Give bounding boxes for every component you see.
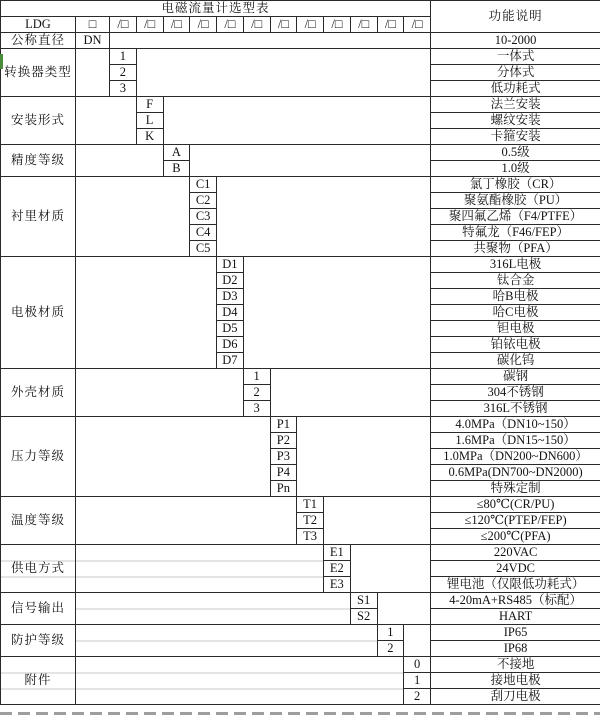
model-code-slot-4: /□ xyxy=(190,17,217,33)
desc-electrode-material-D6: 铂铱电极 xyxy=(431,337,600,353)
group-label-nominal-diameter: 公称直径 xyxy=(1,33,76,49)
desc-protection-rating-1: IP65 xyxy=(431,625,600,641)
desc-housing-material-1: 碳钢 xyxy=(431,369,600,385)
group-label-installation-type: 安装形式 xyxy=(1,97,76,145)
code-accessories-0: 0 xyxy=(404,657,431,673)
table-row xyxy=(1,593,600,609)
code-power-supply-E3: E3 xyxy=(324,577,351,593)
code-protection-rating-2: 2 xyxy=(377,641,404,657)
spacer-right xyxy=(163,97,431,145)
desc-liner-material-C5: 共聚物（PFA） xyxy=(431,241,600,257)
table-row xyxy=(1,33,600,49)
table-row xyxy=(1,497,600,513)
model-code-slot-11: /□ xyxy=(377,17,404,33)
table-row xyxy=(1,177,600,193)
desc-converter-type-1: 一体式 xyxy=(431,49,600,65)
desc-electrode-material-D7: 碳化钨 xyxy=(431,353,600,369)
group-label-pressure-rating: 压力等级 xyxy=(1,417,76,497)
table-body xyxy=(1,33,600,705)
desc-installation-type-F: 法兰安装 xyxy=(431,97,600,113)
table-row xyxy=(1,369,600,385)
group-label-electrode-material: 电极材质 xyxy=(1,257,76,369)
group-label-housing-material: 外壳材质 xyxy=(1,369,76,417)
spacer-right xyxy=(217,177,431,257)
group-label-accessories: 附件 xyxy=(1,657,76,705)
desc-power-supply-E2: 24VDC xyxy=(431,561,600,577)
code-housing-material-2: 2 xyxy=(243,385,270,401)
table-row xyxy=(1,145,600,161)
code-electrode-material-D4: D4 xyxy=(217,305,244,321)
code-temperature-rating-T3: T3 xyxy=(297,529,324,545)
desc-temperature-rating-T3: ≤200℃(PFA) xyxy=(431,529,600,545)
code-converter-type-2: 2 xyxy=(110,65,137,81)
group-label-converter-type: 转换器类型 xyxy=(1,49,76,97)
code-accuracy-class-A: A xyxy=(163,145,190,161)
table-row xyxy=(1,417,600,433)
desc-converter-type-2: 分体式 xyxy=(431,65,600,81)
spacer-left xyxy=(76,657,404,705)
code-pressure-rating-P1: P1 xyxy=(270,417,297,433)
desc-protection-rating-2: IP68 xyxy=(431,641,600,657)
spacer-right xyxy=(404,625,431,657)
desc-pressure-rating-Pn: 特殊定制 xyxy=(431,481,600,497)
table-row xyxy=(1,625,600,641)
spacer-left xyxy=(76,593,351,625)
spacer-left xyxy=(76,625,378,657)
code-housing-material-1: 1 xyxy=(243,369,270,385)
desc-liner-material-C2: 聚氨酯橡胶（PU） xyxy=(431,193,600,209)
code-accessories-1: 1 xyxy=(404,673,431,689)
code-pressure-rating-Pn: Pn xyxy=(270,481,297,497)
spacer-right xyxy=(243,257,430,369)
model-code-slot-2: /□ xyxy=(136,17,163,33)
desc-housing-material-3: 316L不锈钢 xyxy=(431,401,600,417)
model-code-slot-6: /□ xyxy=(243,17,270,33)
spacer-left xyxy=(76,97,137,145)
desc-pressure-rating-P1: 4.0MPa（DN10~150） xyxy=(431,417,600,433)
left-edge-artifact xyxy=(0,54,3,69)
group-label-protection-rating: 防护等级 xyxy=(1,625,76,657)
desc-nominal-diameter-DN: 10-2000 xyxy=(431,33,600,49)
desc-electrode-material-D2: 钛合金 xyxy=(431,273,600,289)
group-label-signal-output: 信号输出 xyxy=(1,593,76,625)
table-row xyxy=(1,257,600,273)
code-protection-rating-1: 1 xyxy=(377,625,404,641)
model-code-slot-10: /□ xyxy=(350,17,377,33)
desc-accessories-1: 接地电极 xyxy=(431,673,600,689)
table-title: 电磁流量计选型表 xyxy=(1,1,431,17)
code-converter-type-3: 3 xyxy=(110,81,137,97)
spacer-right xyxy=(324,497,431,545)
table-row xyxy=(1,545,600,561)
desc-electrode-material-D3: 哈B电极 xyxy=(431,289,600,305)
desc-signal-output-S1: 4-20mA+RS485（标配） xyxy=(431,593,600,609)
desc-pressure-rating-P3: 1.0MPa（DN200~DN600） xyxy=(431,449,600,465)
table-row xyxy=(1,49,600,65)
code-liner-material-C4: C4 xyxy=(190,225,217,241)
desc-installation-type-L: 螺纹安装 xyxy=(431,113,600,129)
spacer-left xyxy=(76,417,271,497)
group-label-accuracy-class: 精度等级 xyxy=(1,145,76,177)
spacer-left xyxy=(76,257,217,369)
model-code-slot-7: /□ xyxy=(270,17,297,33)
spacer-left xyxy=(76,49,110,97)
group-label-temperature-rating: 温度等级 xyxy=(1,497,76,545)
group-label-liner-material: 衬里材质 xyxy=(1,177,76,257)
code-housing-material-3: 3 xyxy=(243,401,270,417)
spacer-left xyxy=(76,145,164,177)
desc-electrode-material-D4: 哈C电极 xyxy=(431,305,600,321)
model-prefix: LDG xyxy=(1,17,76,33)
spacer-right xyxy=(136,49,430,97)
model-code-slot-1: /□ xyxy=(110,17,137,33)
model-code-slot-8: /□ xyxy=(297,17,324,33)
desc-temperature-rating-T1: ≤80℃(CR/PU) xyxy=(431,497,600,513)
code-electrode-material-D5: D5 xyxy=(217,321,244,337)
table-row xyxy=(1,657,600,673)
model-code-slot-12: /□ xyxy=(404,17,431,33)
desc-power-supply-E1: 220VAC xyxy=(431,545,600,561)
desc-accuracy-class-B: 1.0级 xyxy=(431,161,600,177)
desc-power-supply-E3: 锂电池（仅限低功耗式） xyxy=(431,577,600,593)
desc-electrode-material-D1: 316L电极 xyxy=(431,257,600,273)
code-liner-material-C1: C1 xyxy=(190,177,217,193)
code-liner-material-C2: C2 xyxy=(190,193,217,209)
desc-installation-type-K: 卡箍安装 xyxy=(431,129,600,145)
function-column-header: 功能说明 xyxy=(431,1,600,33)
spacer-left xyxy=(76,369,244,417)
desc-signal-output-S2: HART xyxy=(431,609,600,625)
code-electrode-material-D1: D1 xyxy=(217,257,244,273)
code-installation-type-F: F xyxy=(136,97,163,113)
spacer-right xyxy=(377,593,431,625)
desc-liner-material-C4: 特氟龙（F46/FEP） xyxy=(431,225,600,241)
code-installation-type-K: K xyxy=(136,129,163,145)
code-electrode-material-D3: D3 xyxy=(217,289,244,305)
spacer-left xyxy=(76,177,190,257)
desc-temperature-rating-T2: ≤120℃(PTEP/FEP) xyxy=(431,513,600,529)
desc-pressure-rating-P2: 1.6MPa（DN15~150） xyxy=(431,433,600,449)
code-liner-material-C3: C3 xyxy=(190,209,217,225)
code-signal-output-S1: S1 xyxy=(350,593,377,609)
spacer-right xyxy=(297,417,431,497)
code-power-supply-E2: E2 xyxy=(324,561,351,577)
model-code-box: □ xyxy=(76,17,110,33)
desc-converter-type-3: 低功耗式 xyxy=(431,81,600,97)
code-pressure-rating-P4: P4 xyxy=(270,465,297,481)
bottom-dashed-border xyxy=(0,712,600,715)
spacer-right xyxy=(270,369,431,417)
code-signal-output-S2: S2 xyxy=(350,609,377,625)
code-pressure-rating-P3: P3 xyxy=(270,449,297,465)
spacer-right xyxy=(190,145,431,177)
code-accuracy-class-B: B xyxy=(163,161,190,177)
desc-liner-material-C1: 氯丁橡胶（CR） xyxy=(431,177,600,193)
desc-pressure-rating-P4: 0.6MPa(DN700~DN2000) xyxy=(431,465,600,481)
desc-housing-material-2: 304不锈钢 xyxy=(431,385,600,401)
model-code-slot-3: /□ xyxy=(163,17,190,33)
code-accessories-2: 2 xyxy=(404,689,431,705)
code-temperature-rating-T1: T1 xyxy=(297,497,324,513)
code-electrode-material-D7: D7 xyxy=(217,353,244,369)
code-electrode-material-D2: D2 xyxy=(217,273,244,289)
spacer-left xyxy=(76,497,297,545)
table-header xyxy=(1,1,600,33)
code-nominal-diameter-DN: DN xyxy=(76,33,110,49)
spacer-left xyxy=(76,545,324,593)
desc-liner-material-C3: 聚四氟乙烯（F4/PTFE） xyxy=(431,209,600,225)
desc-accessories-0: 不接地 xyxy=(431,657,600,673)
code-liner-material-C5: C5 xyxy=(190,241,217,257)
desc-electrode-material-D5: 钽电极 xyxy=(431,321,600,337)
code-pressure-rating-P2: P2 xyxy=(270,433,297,449)
code-installation-type-L: L xyxy=(136,113,163,129)
code-electrode-material-D6: D6 xyxy=(217,337,244,353)
code-converter-type-1: 1 xyxy=(110,49,137,65)
desc-accuracy-class-A: 0.5级 xyxy=(431,145,600,161)
spacer-right xyxy=(110,33,431,49)
model-code-slot-5: /□ xyxy=(217,17,244,33)
group-label-power-supply: 供电方式 xyxy=(1,545,76,593)
code-power-supply-E1: E1 xyxy=(324,545,351,561)
spacer-right xyxy=(350,545,430,593)
code-temperature-rating-T2: T2 xyxy=(297,513,324,529)
desc-accessories-2: 刮刀电极 xyxy=(431,689,600,705)
model-code-slot-9: /□ xyxy=(324,17,351,33)
table-row xyxy=(1,97,600,113)
